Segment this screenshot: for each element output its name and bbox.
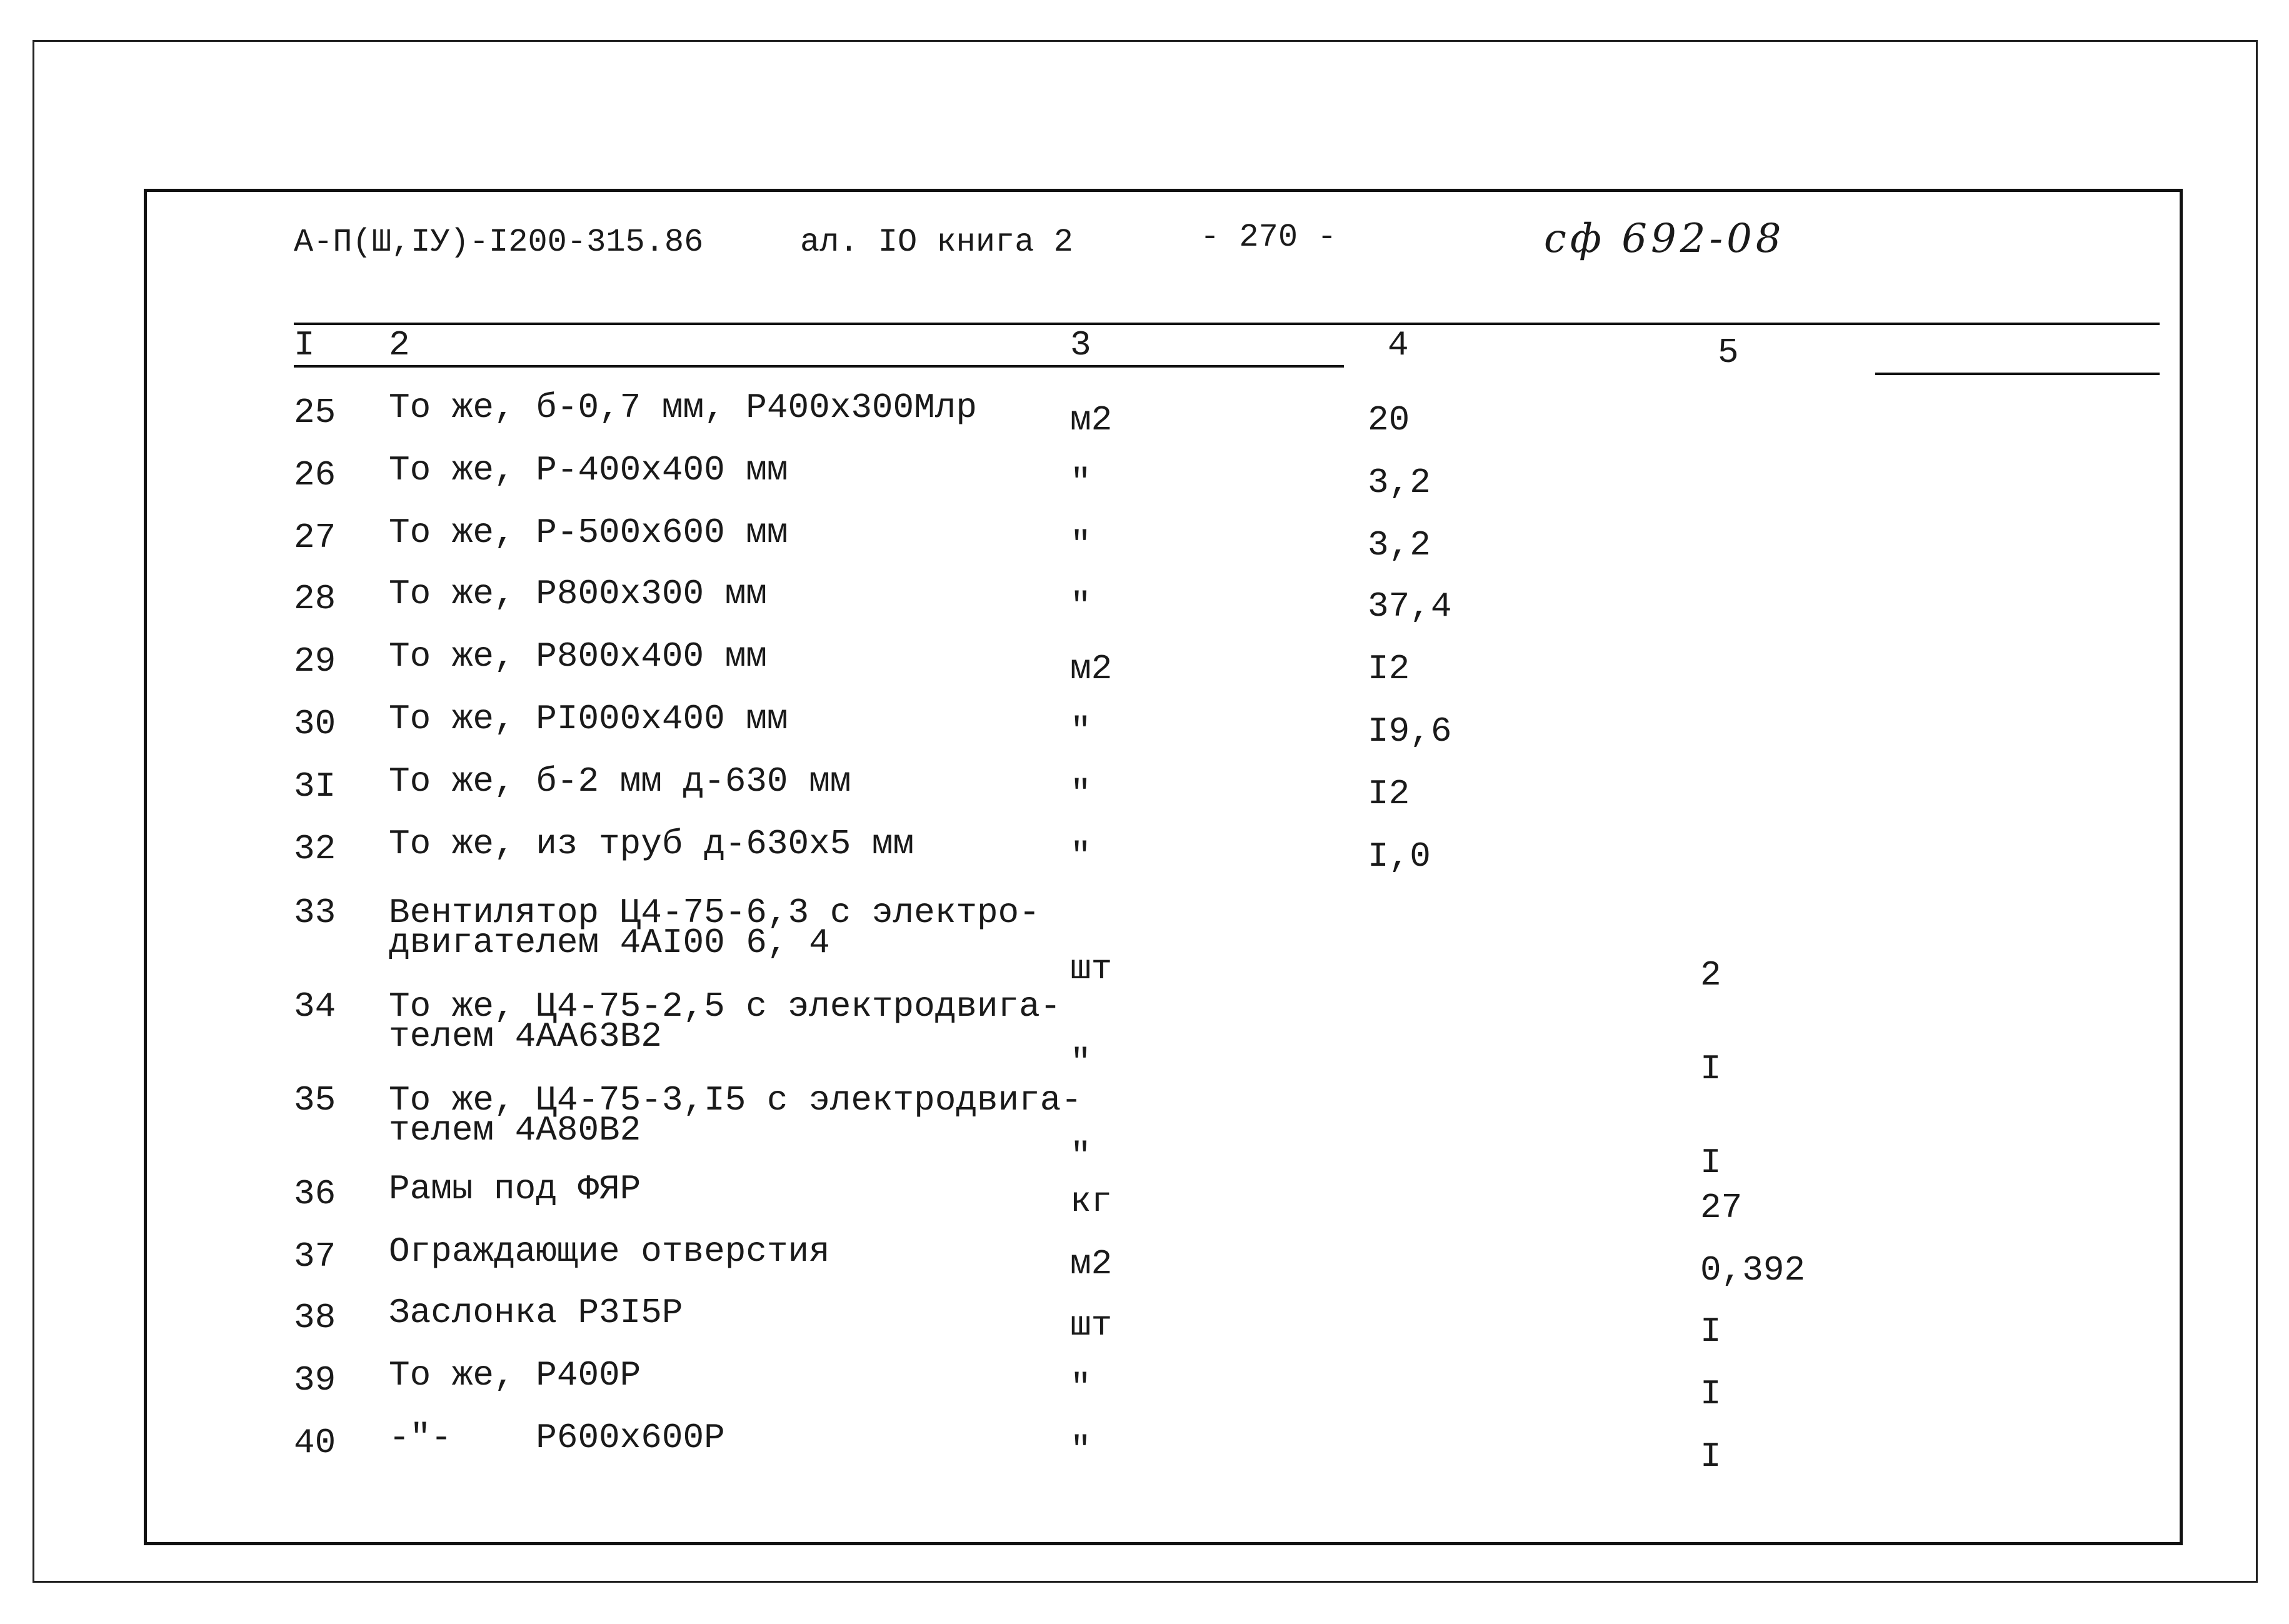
quantity-col5: 2 bbox=[1700, 955, 1721, 995]
row-number: 33 bbox=[294, 893, 336, 933]
item-description bbox=[389, 636, 767, 676]
quantity-col5: I bbox=[1700, 1311, 1721, 1351]
quantity-col4: 20 bbox=[1368, 400, 1410, 440]
header-underline-right bbox=[1875, 373, 2160, 375]
quantity-col4: 3,2 bbox=[1368, 463, 1431, 503]
table-row bbox=[0, 761, 2289, 829]
item-description bbox=[389, 450, 788, 490]
row-number: 28 bbox=[294, 579, 336, 619]
table-row bbox=[0, 1355, 2289, 1423]
quantity-col5: 27 bbox=[1700, 1188, 1743, 1228]
unit: " bbox=[1070, 774, 1091, 814]
table-row bbox=[0, 699, 2289, 766]
row-number: 3I bbox=[294, 766, 336, 806]
row-number: 26 bbox=[294, 455, 336, 495]
quantity-col4: I2 bbox=[1368, 649, 1410, 689]
unit: кг bbox=[1070, 1181, 1113, 1221]
description-line: телем 4А80В2 bbox=[389, 1110, 641, 1150]
description-line: То же, РI000х400 мм bbox=[389, 699, 788, 739]
quantity-col5: I bbox=[1700, 1143, 1721, 1183]
item-description bbox=[389, 986, 1061, 1056]
description-line: То же, Р400Р bbox=[389, 1355, 641, 1395]
table-row bbox=[0, 513, 2289, 580]
column-header-3: 3 bbox=[1070, 325, 1091, 365]
header-underline-left bbox=[294, 365, 1344, 368]
row-number: 40 bbox=[294, 1423, 336, 1463]
table-row bbox=[0, 1169, 2289, 1236]
item-description bbox=[389, 513, 788, 553]
unit: " bbox=[1070, 836, 1091, 876]
quantity-col5: 0,392 bbox=[1700, 1250, 1806, 1290]
table-row bbox=[0, 574, 2289, 641]
unit: " bbox=[1070, 1430, 1091, 1470]
row-number: 30 bbox=[294, 704, 336, 744]
description-line: То же, Р-500х600 мм bbox=[389, 513, 788, 553]
item-description bbox=[389, 574, 767, 614]
item-description bbox=[389, 1418, 725, 1458]
unit: м2 bbox=[1070, 400, 1113, 440]
description-line: Ограждающие отверстия bbox=[389, 1231, 830, 1271]
document-code: А-П(Ш,IУ)-I200-315.86 bbox=[294, 224, 704, 261]
item-description bbox=[389, 1293, 683, 1333]
description-line: То же, б-0,7 мм, Р400х300Млр bbox=[389, 388, 977, 428]
table-top-rule bbox=[294, 323, 2160, 325]
unit: шт bbox=[1070, 1305, 1113, 1345]
item-description bbox=[389, 824, 914, 864]
column-header-2: 2 bbox=[389, 325, 410, 365]
description-line: То же, из труб д-630х5 мм bbox=[389, 824, 914, 864]
unit: шт bbox=[1070, 949, 1113, 989]
unit: " bbox=[1070, 586, 1091, 626]
row-number: 32 bbox=[294, 829, 336, 869]
item-description bbox=[389, 1231, 830, 1271]
column-header-4: 4 bbox=[1388, 325, 1409, 365]
description-line: То же, б-2 мм д-630 мм bbox=[389, 761, 851, 801]
table-row bbox=[0, 893, 2289, 995]
column-header-1: I bbox=[294, 325, 315, 365]
unit: " bbox=[1070, 1043, 1091, 1083]
unit: " bbox=[1070, 1368, 1091, 1408]
quantity-col5: I bbox=[1700, 1374, 1721, 1414]
row-number: 34 bbox=[294, 986, 336, 1026]
item-description bbox=[389, 1080, 1082, 1150]
row-number: 29 bbox=[294, 641, 336, 681]
unit: " bbox=[1070, 711, 1091, 751]
table-row bbox=[0, 636, 2289, 704]
quantity-col4: 3,2 bbox=[1368, 525, 1431, 565]
album-reference: ал. IO книга 2 bbox=[800, 224, 1073, 261]
page-number: - 270 - bbox=[1200, 219, 1337, 256]
row-number: 39 bbox=[294, 1360, 336, 1400]
column-header-5: 5 bbox=[1718, 333, 1739, 373]
row-number: 36 bbox=[294, 1174, 336, 1214]
item-description bbox=[389, 893, 1040, 963]
description-line: То же, Р800х300 мм bbox=[389, 574, 767, 614]
unit: " bbox=[1070, 463, 1091, 503]
quantity-col4: I9,6 bbox=[1368, 711, 1452, 751]
description-line: -"- Р600х600Р bbox=[389, 1418, 725, 1458]
quantity-col4: I2 bbox=[1368, 774, 1410, 814]
handwritten-stamp: сф 692-08 bbox=[1544, 216, 1785, 262]
table-row bbox=[0, 450, 2289, 518]
row-number: 38 bbox=[294, 1298, 336, 1338]
table-row bbox=[0, 1418, 2289, 1485]
quantity-col4: I,0 bbox=[1368, 836, 1431, 876]
description-line: То же, Ц4-75-3,I5 с электродвига- bbox=[389, 1080, 1082, 1120]
item-description bbox=[389, 1169, 641, 1209]
table-row bbox=[0, 986, 2289, 1089]
unit: м2 bbox=[1070, 649, 1113, 689]
description-line: То же, Р-400х400 мм bbox=[389, 450, 788, 490]
table-row bbox=[0, 1293, 2289, 1360]
row-number: 37 bbox=[294, 1236, 336, 1276]
row-number: 27 bbox=[294, 518, 336, 558]
quantity-col5: I bbox=[1700, 1049, 1721, 1089]
table-row bbox=[0, 388, 2289, 455]
description-line: То же, Р800х400 мм bbox=[389, 636, 767, 676]
description-line: То же, Ц4-75-2,5 с электродвига- bbox=[389, 986, 1061, 1026]
quantity-col5: I bbox=[1700, 1436, 1721, 1476]
item-description bbox=[389, 699, 788, 739]
unit: м2 bbox=[1070, 1244, 1113, 1284]
description-line: телем 4АА63В2 bbox=[389, 1016, 662, 1056]
item-description bbox=[389, 1355, 641, 1395]
quantity-col4: 37,4 bbox=[1368, 586, 1452, 626]
row-number: 35 bbox=[294, 1080, 336, 1120]
description-line: Рамы под ФЯР bbox=[389, 1169, 641, 1209]
description-line: двигателем 4АI00 6, 4 bbox=[389, 923, 830, 963]
table-row bbox=[0, 824, 2289, 891]
item-description bbox=[389, 388, 977, 428]
description-line: Вентилятор Ц4-75-6,3 с электро- bbox=[389, 893, 1040, 933]
unit: " bbox=[1070, 525, 1091, 565]
item-description bbox=[389, 761, 851, 801]
row-number: 25 bbox=[294, 393, 336, 433]
description-line: Заслонка Р3I5Р bbox=[389, 1293, 683, 1333]
table-row bbox=[0, 1231, 2289, 1299]
unit: " bbox=[1070, 1136, 1091, 1176]
table-row bbox=[0, 1080, 2289, 1183]
